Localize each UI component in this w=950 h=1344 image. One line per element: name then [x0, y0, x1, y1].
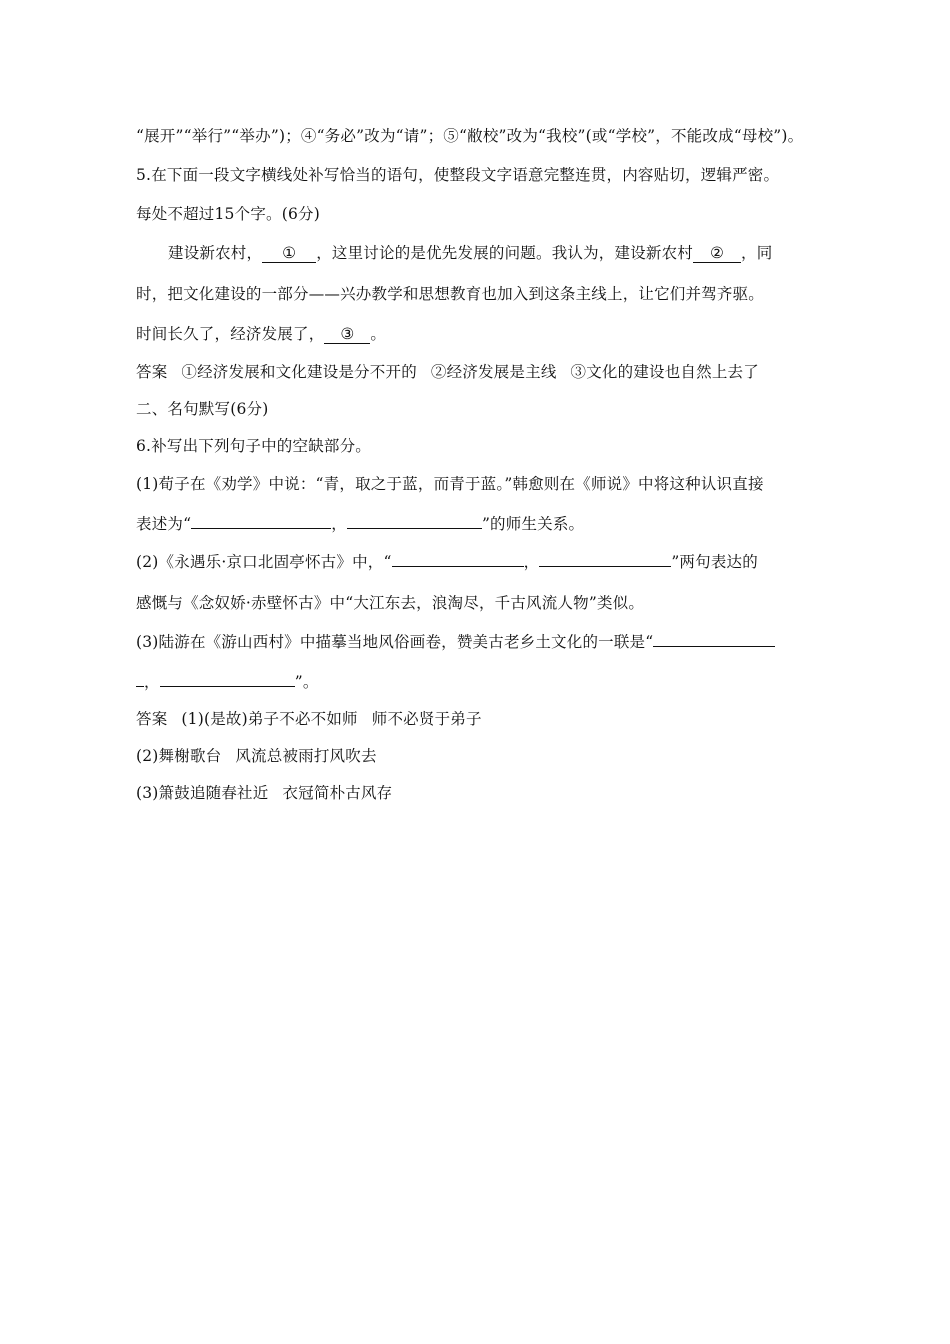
- answer-item: ③文化的建设也自然上去了: [570, 363, 759, 381]
- answer-item: 师不必贤于弟子: [371, 710, 482, 728]
- fill-blank: [191, 515, 331, 529]
- passage-text: 建设新农村，: [168, 244, 263, 262]
- fill-blank: [392, 553, 524, 567]
- answer-item: 风流总被雨打风吹去: [235, 747, 377, 765]
- question-5-prompt-cont: 每处不超过15个字。(6分): [136, 205, 320, 223]
- passage-text: ，同: [741, 244, 773, 262]
- question-6-2: [136, 552, 826, 572]
- question-text: (2)《永遇乐·京口北固亭怀古》中，“: [136, 553, 392, 571]
- section-heading: 二、名句默写(6分): [136, 400, 269, 418]
- question-text: ，: [523, 553, 540, 571]
- answer-5: [136, 362, 826, 382]
- passage-text: 。: [370, 325, 387, 343]
- question-text: 表述为“: [136, 515, 192, 533]
- question-text: ，: [331, 515, 347, 533]
- fill-blank: [136, 673, 144, 687]
- answer-item: (1)(是故)弟子不必不如师: [181, 710, 358, 728]
- text-line-1: “展开”“举行”“举办”)；④“务必”改为“请”；⑤“敝校”改为“我校”(或“学校”，不能改成“母校”)。: [136, 127, 804, 145]
- question-6-3-cont: [136, 672, 826, 692]
- question-6-1-cont: [136, 514, 826, 534]
- blank-1: ①: [262, 245, 316, 263]
- answer-item: ①经济发展和文化建设是分不开的: [181, 363, 417, 381]
- question-6-prompt: 6.补写出下列句子中的空缺部分。: [136, 437, 371, 455]
- answer-item: 衣冠简朴古风存: [282, 784, 393, 802]
- fill-blank: [653, 633, 775, 647]
- fill-blank: [160, 673, 295, 687]
- answer-item: (3)箫鼓追随春社近: [136, 784, 269, 802]
- blank-2: ②: [693, 245, 741, 263]
- fill-blank: [347, 515, 482, 529]
- question-5-prompt: 5.在下面一段文字横线处补写恰当的语句，使整段文字语意完整连贯，内容贴切，逻辑严密。: [136, 166, 780, 184]
- question-text: (3)陆游在《游山西村》中描摹当地风俗画卷，赞美古老乡土文化的一联是“: [136, 633, 654, 651]
- answer-label: 答案: [136, 710, 168, 728]
- question-text: ”两句表达的: [671, 553, 758, 571]
- question-text: ”。: [294, 673, 319, 691]
- question-6-2-cont: 感慨与《念奴娇·赤壁怀古》中“大江东去，浪淘尽，千古风流人物”类似。: [136, 594, 645, 612]
- passage-line-1: [168, 243, 858, 263]
- fill-blank: [539, 553, 671, 567]
- question-6-3: [136, 632, 826, 652]
- passage-line-2: 时，把文化建设的一部分——兴办教学和思想教育也加入到这条主线上，让它们并驾齐驱。: [136, 285, 765, 303]
- passage-text: 时间长久了，经济发展了，: [136, 325, 325, 343]
- answer-label: 答案: [136, 363, 168, 381]
- blank-3: ③: [324, 326, 370, 344]
- question-text: ”的师生关系。: [481, 515, 585, 533]
- answer-6-1: [136, 709, 826, 729]
- passage-line-3: [136, 324, 826, 344]
- answer-6-3: [136, 783, 826, 803]
- answer-6-2: [136, 746, 826, 766]
- answer-item: ②经济发展是主线: [430, 363, 557, 381]
- passage-text: ，这里讨论的是优先发展的问题。我认为，建设新农村: [316, 244, 694, 262]
- question-text: ，: [144, 673, 160, 691]
- answer-item: (2)舞榭歌台: [136, 747, 222, 765]
- question-6-1: (1)荀子在《劝学》中说：“青，取之于蓝，而青于蓝。”韩愈则在《师说》中将这种认识直接: [136, 475, 764, 493]
